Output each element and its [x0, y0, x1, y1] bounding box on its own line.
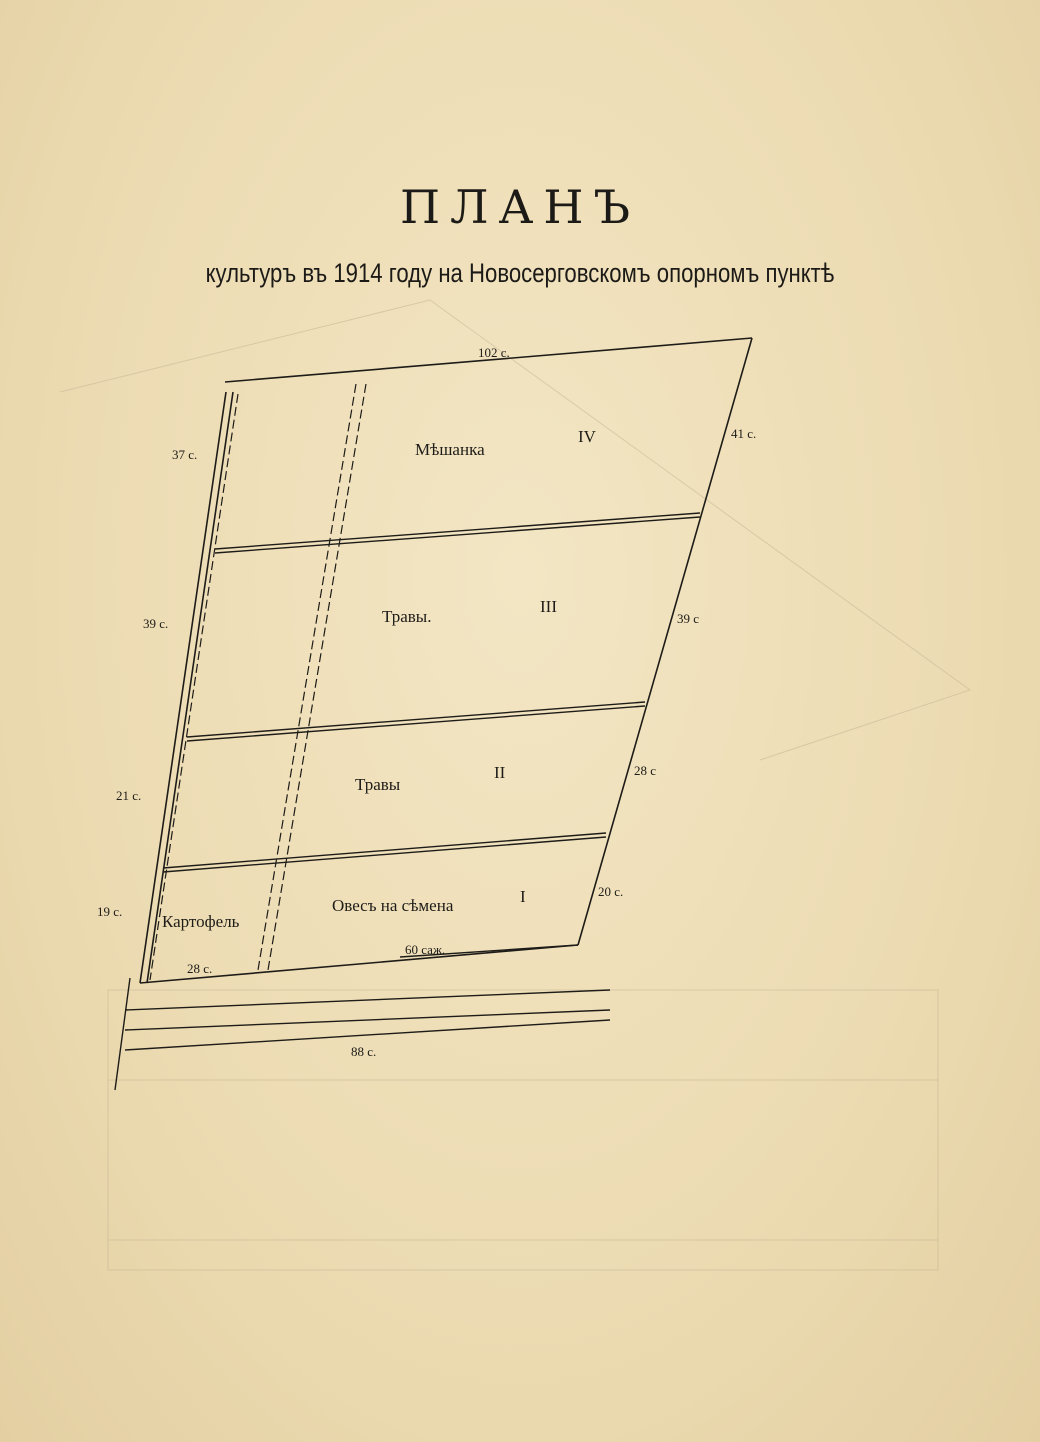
dim-right-ii: 28 с: [634, 763, 657, 778]
dim-bottom-total: 88 с.: [351, 1044, 377, 1059]
internal-roads: [150, 384, 366, 980]
dim-right-i: 20 с.: [598, 884, 624, 899]
page-title: ПЛАНЪ: [400, 180, 640, 234]
dim-right-iii: 39 с: [677, 611, 700, 626]
dim-right-iv: 41 с.: [731, 426, 757, 441]
dim-left-ii: 21 с.: [116, 788, 142, 803]
field-iv-numeral: IV: [578, 427, 596, 446]
field-ii-crop: Травы: [355, 775, 401, 794]
field-iii-crop: Травы.: [382, 607, 432, 626]
potato-plot-label: Картофель: [162, 912, 240, 931]
field-iv-crop: Мѣшанка: [415, 440, 485, 459]
field-ii-numeral: II: [494, 763, 506, 782]
dim-bottom-potatoes: 28 с.: [187, 961, 213, 976]
field-i-numeral: I: [520, 887, 526, 906]
field-iii-numeral: III: [540, 597, 557, 616]
bleed-through: [60, 300, 970, 1270]
field-dividers: [163, 513, 700, 872]
field-i-crop: Овесъ на сѣмена: [332, 896, 454, 915]
dim-left-iv: 37 с.: [172, 447, 198, 462]
page-subtitle: культуръ въ 1914 году на Новосерговскомъ опорномъ пунктѣ: [205, 258, 835, 288]
dim-left-iii: 39 с.: [143, 616, 169, 631]
dim-top: 102 с.: [478, 345, 510, 360]
dim-left-i: 19 с.: [97, 904, 123, 919]
dim-bottom-oats: 60 саж.: [405, 942, 446, 957]
